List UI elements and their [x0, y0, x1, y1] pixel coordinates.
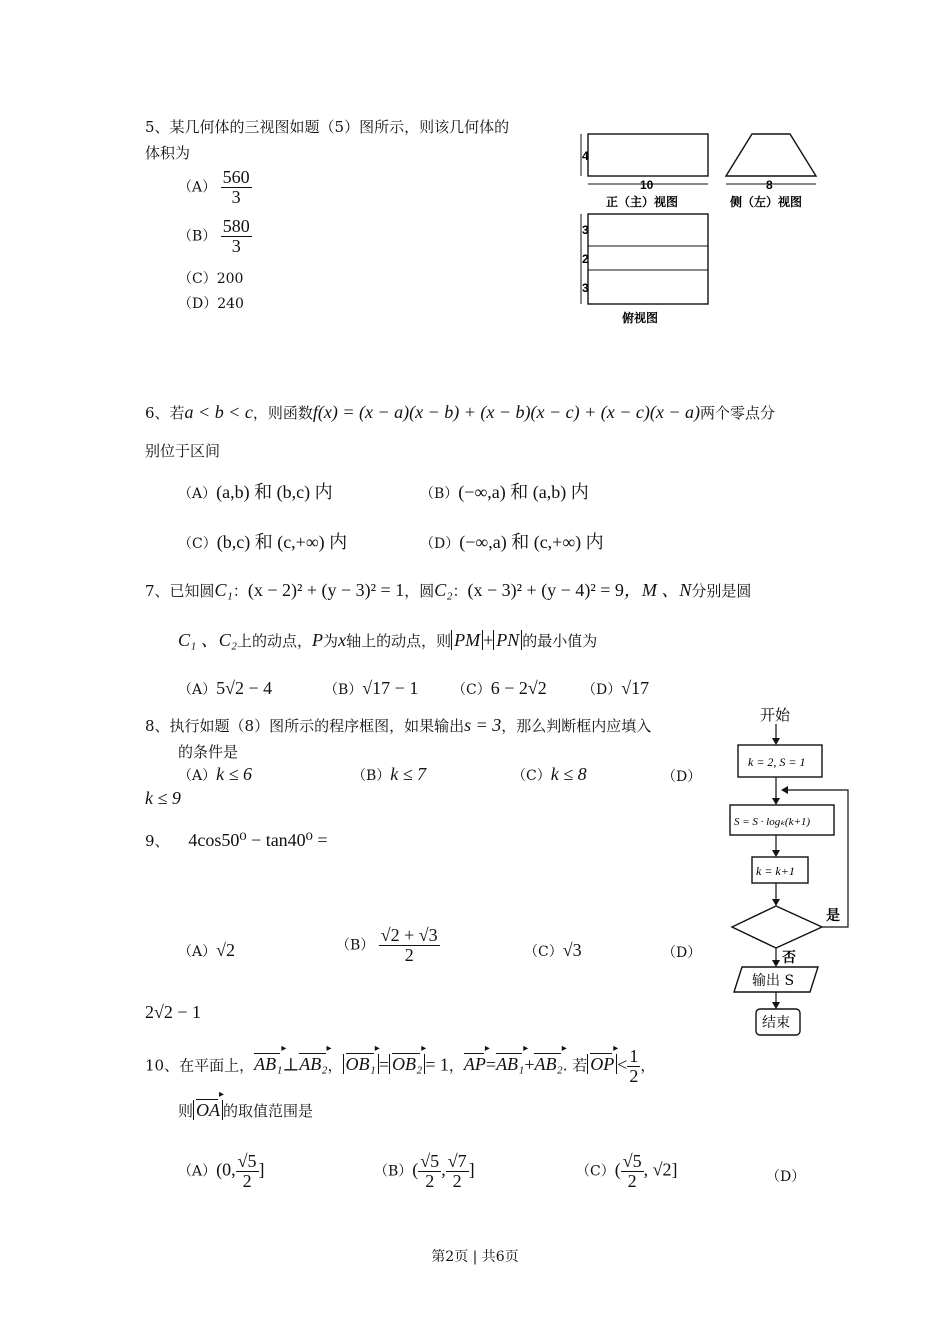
q10-vector-ap: AP ▸: [464, 1054, 486, 1075]
q8-text-2: ，那么判断框内应填入: [501, 717, 652, 735]
q10-option-b-numerator-2: √7: [447, 1151, 467, 1171]
flow-decision-diamond: [732, 906, 822, 948]
q10-option-a-suffix: ]: [258, 1159, 265, 1180]
q10-vector-op: OP ▸: [590, 1054, 614, 1075]
q7-circles: C₁ 、C₂: [178, 630, 238, 650]
q5-option-b: [178, 217, 252, 256]
q8-text-1: 8、执行如题（8）图所示的程序框图，如果输出: [145, 717, 465, 735]
q9-stem: [145, 830, 328, 851]
q6-option-a-value: (a,b) 和 (b,c) 内: [216, 482, 333, 502]
q10-equals-1: =: [378, 1054, 389, 1075]
q8-option-b-label: （B）: [352, 768, 391, 784]
q8-option-b-value: k ≤ 7: [390, 764, 427, 784]
q10-comma-2: ，: [448, 1056, 464, 1075]
q7-line2-text-d: 轴上的动点，则: [346, 632, 452, 650]
q5-option-a-denominator: 3: [231, 186, 241, 207]
q10-option-c-fraction: [621, 1152, 644, 1191]
q10-option-c-denominator: 2: [627, 1170, 637, 1191]
q7-option-d-value: √17: [621, 678, 650, 698]
q8-option-c: [512, 764, 587, 785]
q7-x-axis: x: [338, 630, 347, 650]
q6-stem-line1: [145, 402, 775, 423]
q6-option-c: [178, 528, 347, 554]
q6-text-tail: 两个零点分: [700, 404, 776, 422]
q6-stem-line2: 别位于区间: [145, 442, 221, 460]
q10-half-numerator: 1: [629, 1046, 639, 1066]
flow-start-label: 开始: [760, 706, 791, 724]
q10-comma-3: ，: [640, 1056, 656, 1075]
q7-line2-text-b: 上的动点，: [237, 632, 313, 650]
flow-increment-text: k = k+1: [756, 864, 795, 878]
q10-option-a-label: （A）: [178, 1163, 217, 1180]
q6-option-c-label: （C）: [178, 536, 217, 552]
q7-number: 7、已知圆: [145, 582, 215, 600]
q6-option-c-value: (b,c) 和 (c,+∞) 内: [216, 532, 348, 552]
q7-option-d-label: （D）: [582, 682, 622, 698]
q7-colon-2: ：: [452, 582, 468, 600]
q10-stem-line1: [145, 1047, 655, 1086]
q10-option-a-prefix: (0,: [216, 1159, 236, 1180]
q10-option-c-prefix: (: [614, 1159, 621, 1180]
q10-option-b-suffix: ]: [468, 1159, 475, 1180]
q7-option-c-label: （C）: [452, 682, 491, 698]
q6-option-a-label: （A）: [178, 486, 217, 502]
q7-option-c: [452, 678, 547, 699]
q7-option-b: [324, 678, 418, 699]
q7-plus: +: [483, 630, 494, 650]
q10-option-c-numerator: √5: [622, 1151, 642, 1171]
q8-option-a-value: k ≤ 6: [216, 764, 252, 784]
q7-text-mid: ，圆: [404, 582, 435, 600]
q10-vector-ob1: OB₁ ▸: [346, 1054, 376, 1075]
top-view-dim-3: 3: [582, 281, 589, 295]
page-footer: 第2页 | 共6页: [431, 1249, 519, 1265]
q6-function: f(x) = (x − a)(x − b) + (x − b)(x − c) + (x − c)(x − a): [312, 402, 700, 422]
q5-stem-line1: 5、某几何体的三视图如题（5）图所示，则该几何体的: [145, 118, 510, 136]
q7-stem-line1: [145, 576, 751, 602]
q9-option-b-fraction: [379, 926, 440, 965]
q5-option-a-label: （A）: [178, 179, 217, 196]
q10-stem-line2: [178, 1100, 313, 1121]
side-view-width-label: 8: [766, 178, 773, 192]
q10-option-b-label: （B）: [374, 1163, 413, 1180]
q10-option-c-label: （C）: [576, 1163, 615, 1180]
q7-option-b-label: （B）: [324, 682, 363, 698]
q7-colon-1: ：: [232, 582, 248, 600]
q10-option-c: [576, 1152, 677, 1191]
q10-option-c-suffix: , √2]: [643, 1159, 678, 1180]
q10-option-a-denominator: 2: [242, 1170, 252, 1191]
q6-option-d-label: （D）: [420, 536, 460, 552]
flow-output-text: 输出 S: [752, 973, 795, 989]
q5-option-b-denominator: 3: [231, 235, 241, 256]
q9-option-c-label: （C）: [524, 944, 563, 960]
q7-text-tail: 分别是圆: [691, 582, 752, 600]
q9-option-c: [524, 940, 582, 961]
q6-option-d-value: (−∞,a) 和 (c,+∞) 内: [459, 532, 604, 552]
q8-stem-line1: [145, 715, 651, 736]
q9-option-b: [336, 926, 440, 965]
flow-no-label: 否: [782, 950, 796, 966]
q9-option-d-value: 2√2 − 1: [145, 1002, 202, 1022]
q7-line2-text-c: 为: [323, 632, 339, 650]
q5-option-c: （C）200: [178, 271, 244, 287]
q9-option-a-label: （A）: [178, 944, 217, 960]
q6-condition: a < b < c: [184, 402, 253, 422]
flow-init-text: k = 2, S = 1: [748, 755, 806, 769]
q5-option-d: （D）240: [178, 296, 244, 312]
q7-option-a-label: （A）: [178, 682, 217, 698]
q6-option-b: [420, 478, 589, 504]
q10-number: 10、在平面上，: [145, 1056, 255, 1075]
front-view-rect: [588, 134, 708, 176]
top-view-caption: 俯视图: [622, 311, 659, 325]
q9-option-b-denominator: 2: [404, 944, 414, 965]
q7-option-a-value: 5√2 − 4: [216, 678, 273, 698]
q6-number: 6、若: [145, 404, 185, 422]
q7-option-d: [582, 678, 649, 699]
q6-option-b-label: （B）: [420, 486, 459, 502]
q10-text-ruo: . 若: [562, 1056, 588, 1075]
q8-option-d-value: k ≤ 9: [145, 788, 181, 808]
q10-equals-2: =: [485, 1054, 497, 1075]
q7-abs-pm: PM: [451, 630, 483, 650]
q8-stem-line2: 的条件是: [178, 743, 239, 761]
q10-comma-1: ，: [327, 1056, 343, 1075]
q5-option-a: [178, 168, 252, 207]
top-view-rect: [588, 214, 708, 304]
q8-flowchart: [726, 700, 858, 1040]
q9-expression: 4cos50⁰ − tan40⁰ =: [188, 830, 328, 850]
flow-end-text: 结束: [762, 1015, 790, 1031]
q5-option-b-numerator: 580: [222, 216, 250, 236]
q8-option-c-value: k ≤ 8: [550, 764, 587, 784]
q9-option-c-value: √3: [562, 940, 582, 960]
q10-perp: ⊥: [282, 1054, 300, 1075]
q10-vector-ab2-sum: AB₂ ▸: [534, 1054, 562, 1075]
q7-option-b-value: √17 − 1: [362, 678, 419, 698]
q7-circle-c1: C₁: [214, 580, 233, 600]
q5-option-a-numerator: 560: [222, 167, 250, 187]
q10-half-fraction: [627, 1047, 640, 1086]
q10-option-d-label: （D）: [766, 1169, 806, 1185]
q7-circle-c2: C₂: [434, 580, 453, 600]
q10-less-than: <: [617, 1054, 628, 1075]
q6-option-a: [178, 478, 333, 504]
q10-line2-text-b: 的取值范围是: [223, 1102, 314, 1120]
q6-option-d: [420, 528, 604, 554]
q7-line2-text-e: 的最小值为: [522, 632, 598, 650]
front-view-caption: 正（主）视图: [606, 195, 679, 209]
q5-option-a-fraction: [221, 168, 252, 207]
q10-vector-ab1-sum: AB₁ ▸: [496, 1054, 524, 1075]
flow-assign-text: S = S · logₖ(k+1): [734, 816, 811, 828]
q8-option-a: [178, 764, 252, 785]
q7-abs-pn: PN: [493, 630, 522, 650]
q7-option-a: [178, 678, 272, 699]
q5-three-view-figure: [572, 126, 828, 332]
q7-option-c-value: 6 − 2√2: [490, 678, 547, 698]
q10-option-b-fraction-1: [418, 1152, 441, 1191]
q8-option-c-label: （C）: [512, 768, 551, 784]
q10-option-b-prefix: (: [412, 1159, 419, 1180]
q9-option-a: [178, 940, 235, 961]
q10-option-b-fraction-2: [446, 1152, 469, 1191]
q10-plus: +: [524, 1054, 535, 1075]
q10-option-a-fraction: [236, 1152, 259, 1191]
q9-option-d-label: （D）: [662, 945, 702, 961]
q6-text-mid: ，则函数: [252, 404, 313, 422]
q10-vector-ab2: AB₂ ▸: [299, 1054, 327, 1075]
q7-equation-1: (x − 2)² + (y − 3)² = 1: [247, 580, 405, 600]
q8-option-a-label: （A）: [178, 768, 217, 784]
q7-points-mn: ，M 、N: [623, 580, 692, 600]
q10-option-b-denominator-1: 2: [425, 1170, 435, 1191]
q8-option-d-label: （D）: [662, 769, 702, 785]
top-view-dim-1: 3: [582, 223, 589, 237]
q10-half-denominator: 2: [629, 1065, 639, 1086]
q7-point-p: P: [312, 630, 324, 650]
q10-option-b-denominator-2: 2: [452, 1170, 462, 1191]
q10-vector-ab1: AB₁ ▸: [254, 1054, 282, 1075]
q5-stem-line2: 体积为: [145, 144, 191, 162]
front-view-width-label: 10: [640, 178, 654, 192]
q5-option-b-label: （B）: [178, 228, 217, 245]
q9-option-a-value: √2: [216, 940, 236, 960]
q8-output-value: s = 3: [464, 715, 502, 735]
q10-line2-text-a: 则: [178, 1102, 194, 1120]
q5-option-b-fraction: [221, 217, 252, 256]
q10-option-a-numerator: √5: [237, 1151, 257, 1171]
q10-option-b-numerator-1: √5: [420, 1151, 440, 1171]
side-view-caption: 侧（左）视图: [730, 195, 803, 209]
q8-option-b: [352, 764, 426, 785]
q10-option-b: （B）( $\frac{√5}{2}$ , $\frac{√7}{2}$ ]: [374, 1151, 475, 1191]
q10-vector-oa: OA ▸: [196, 1100, 220, 1121]
side-view-trapezoid: [726, 134, 816, 176]
q9-number: 9、: [145, 832, 170, 850]
q9-option-b-label: （B）: [336, 937, 375, 954]
q7-equation-2: (x − 3)² + (y − 4)² = 9: [467, 580, 624, 600]
q10-option-a: [178, 1152, 265, 1191]
q9-option-b-numerator: √2 + √3: [380, 925, 438, 945]
q10-equals-one: = 1: [425, 1054, 449, 1075]
q7-stem-line2: [178, 626, 597, 652]
front-view-height-label: 4: [582, 149, 589, 163]
q6-option-b-value: (−∞,a) 和 (a,b) 内: [458, 482, 589, 502]
q10-vector-ob2: OB₂ ▸: [392, 1054, 422, 1075]
top-view-dim-2: 2: [582, 252, 589, 266]
flow-yes-label: 是: [826, 908, 840, 924]
